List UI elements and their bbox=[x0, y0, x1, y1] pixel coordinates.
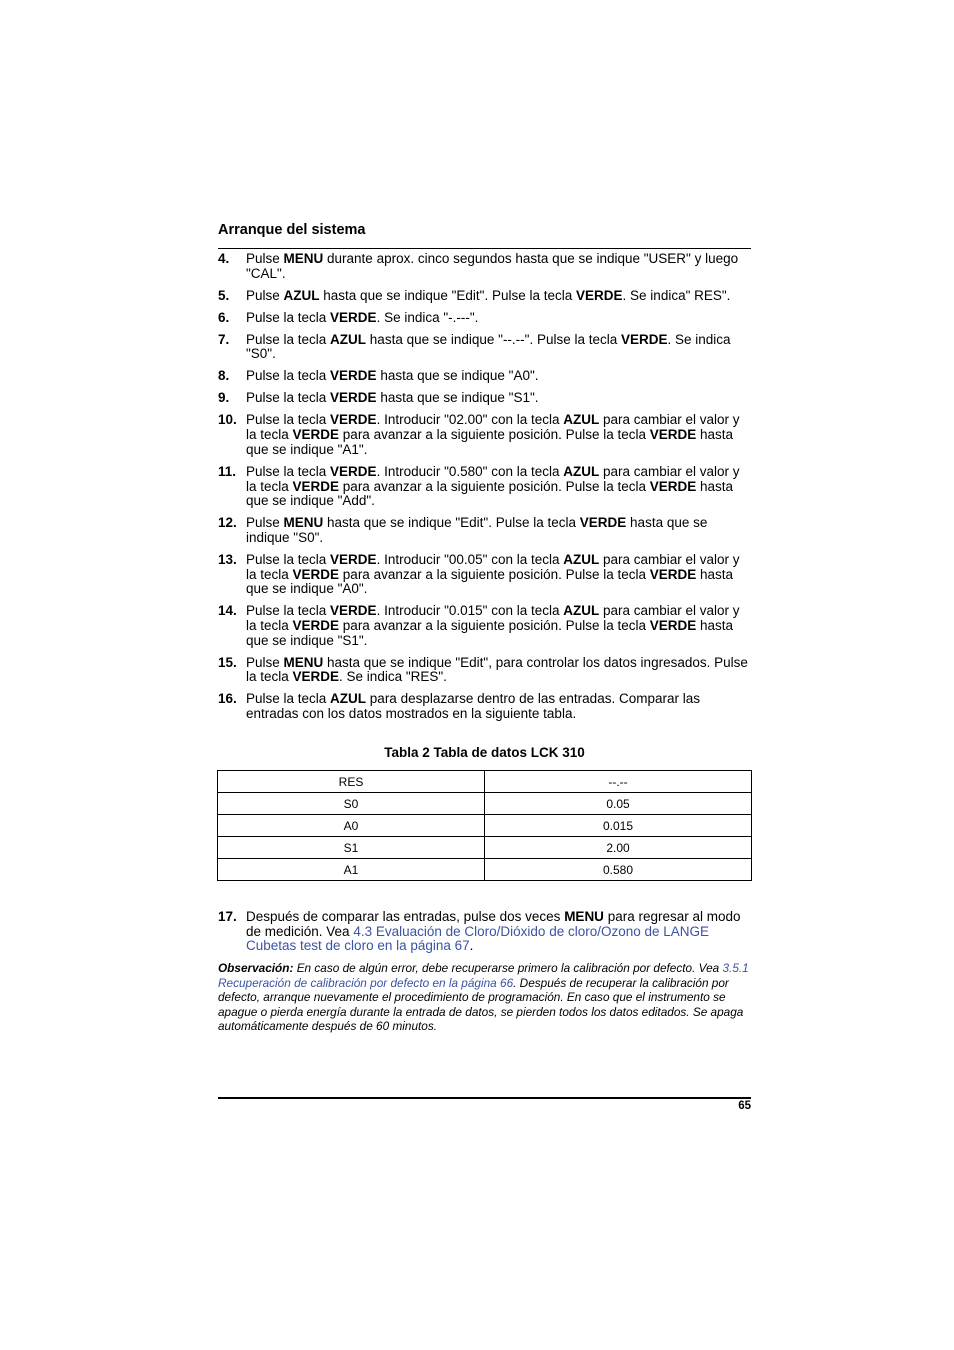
key-name: VERDE bbox=[621, 331, 668, 347]
step-text: hasta que se indique "A0". bbox=[376, 368, 539, 384]
step-text: . Se indica "-.---". bbox=[376, 309, 479, 325]
page-number: 65 bbox=[738, 1100, 751, 1112]
step-item bbox=[218, 289, 751, 304]
note-label: Observación: bbox=[218, 961, 294, 975]
key-name: VERDE bbox=[330, 412, 377, 428]
section-title: Arranque del sistema bbox=[218, 222, 366, 238]
table-cell-value: 2.00 bbox=[485, 837, 752, 859]
step-text: hasta que se indique "A0". bbox=[246, 566, 734, 597]
step-number: 4. bbox=[218, 251, 230, 266]
key-name: MENU bbox=[283, 251, 324, 266]
key-name: MENU bbox=[283, 654, 324, 670]
step-item bbox=[218, 910, 751, 954]
step-text: Pulse la tecla bbox=[246, 691, 331, 707]
header-rule bbox=[218, 248, 751, 249]
key-name: VERDE bbox=[579, 515, 627, 531]
step-number: 9. bbox=[218, 390, 230, 406]
step-number: 14. bbox=[218, 603, 237, 619]
key-name: AZUL bbox=[563, 603, 600, 619]
step-text: hasta que se indique "Add". bbox=[246, 478, 734, 509]
step-text: Pulse bbox=[246, 654, 284, 670]
key-name: VERDE bbox=[649, 618, 697, 634]
footer-rule bbox=[218, 1097, 751, 1099]
key-name: AZUL bbox=[330, 691, 367, 707]
step-text: hasta que se indique "S1". bbox=[246, 618, 734, 648]
step-number: 7. bbox=[218, 331, 230, 347]
key-name: VERDE bbox=[330, 368, 377, 384]
step-text: . Introducir "02.00" con la tecla bbox=[376, 412, 564, 428]
key-name: VERDE bbox=[649, 478, 697, 494]
step-number: 17. bbox=[218, 909, 237, 924]
step-item bbox=[218, 333, 751, 362]
step-text: En caso de algún error, debe recuperarse primero la calibración por defecto. Vea bbox=[296, 961, 723, 975]
step-text: hasta que se indique "Edit", para controlar los datos ingresados. Pulse la tecla bbox=[246, 654, 748, 685]
key-name: VERDE bbox=[576, 287, 623, 303]
key-name: MENU bbox=[283, 515, 324, 531]
step-text: hasta que se indique "A1". bbox=[246, 427, 734, 457]
step-text: para regresar al modo de medición. Vea bbox=[246, 909, 741, 939]
step-text: Pulse la tecla bbox=[246, 551, 331, 567]
step-text: Pulse la tecla bbox=[246, 309, 331, 325]
step-number: 8. bbox=[218, 368, 230, 384]
table-cell-parameter: S1 bbox=[218, 837, 485, 859]
step-text: . Se indica" RES". bbox=[622, 287, 731, 303]
key-name: AZUL bbox=[283, 287, 320, 303]
key-name: VERDE bbox=[292, 427, 340, 443]
step-text: para cambiar el valor y la tecla bbox=[246, 603, 740, 634]
table-row bbox=[218, 837, 752, 859]
key-name: AZUL bbox=[563, 551, 600, 567]
step-item bbox=[218, 656, 751, 685]
step-number: 16. bbox=[218, 691, 237, 707]
key-name: VERDE bbox=[330, 603, 377, 619]
key-name: VERDE bbox=[330, 390, 377, 406]
step-text: Pulse la tecla bbox=[246, 331, 331, 347]
step-text: hasta que se indique "--.--". Pulse la tecla bbox=[366, 331, 622, 347]
step-text: para avanzar a la siguiente posición. Pulse la tecla bbox=[339, 427, 650, 443]
step-item bbox=[218, 369, 751, 384]
step-text: hasta que se indique "S0". bbox=[246, 515, 708, 545]
step-number: 6. bbox=[218, 309, 230, 325]
step-text: . Se indica "RES". bbox=[339, 669, 447, 685]
step-text: para avanzar a la siguiente posición. Pulse la tecla bbox=[339, 566, 650, 582]
step-item bbox=[218, 516, 751, 545]
step-item bbox=[218, 413, 751, 457]
cross-reference-link[interactable]: 3.5.1 Recuperación de calibración por defecto en la página 66 bbox=[218, 961, 749, 990]
table-cell-value: 0.015 bbox=[485, 815, 752, 837]
table-cell-parameter: S0 bbox=[218, 793, 485, 815]
cross-reference-link[interactable]: 4.3 Evaluación de Cloro/Dióxido de cloro/Ozono de LANGE Cubetas test de cloro en la página 67 bbox=[246, 923, 710, 954]
key-name: VERDE bbox=[649, 427, 697, 443]
table-cell-value: 0.05 bbox=[485, 793, 752, 815]
key-name: VERDE bbox=[292, 618, 340, 634]
step-text: hasta que se indique "Edit". Pulse la tecla bbox=[323, 515, 580, 531]
step-text: para avanzar a la siguiente posición. Pulse la tecla bbox=[339, 478, 650, 494]
step-text: Pulse la tecla bbox=[246, 412, 331, 428]
table-cell-value: --.-- bbox=[485, 771, 752, 793]
step-text: para avanzar a la siguiente posición. Pulse la tecla bbox=[339, 618, 650, 634]
step-item bbox=[218, 553, 751, 597]
step-text: . bbox=[469, 938, 474, 954]
step-number: 13. bbox=[218, 551, 237, 567]
step-text: para cambiar el valor y la tecla bbox=[246, 463, 740, 494]
step-item bbox=[218, 465, 751, 509]
step-list-continued bbox=[218, 910, 751, 954]
table-cell-parameter: A0 bbox=[218, 815, 485, 837]
table-row bbox=[218, 771, 752, 793]
key-name: VERDE bbox=[330, 309, 377, 325]
step-item bbox=[218, 604, 751, 648]
step-text: Pulse bbox=[246, 515, 284, 531]
key-name: AZUL bbox=[563, 463, 600, 479]
key-name: VERDE bbox=[330, 463, 377, 479]
key-name: VERDE bbox=[292, 478, 340, 494]
table-cell-parameter: RES bbox=[218, 771, 485, 793]
step-item bbox=[218, 692, 751, 721]
step-text: para cambiar el valor y la tecla bbox=[246, 412, 740, 443]
step-list bbox=[218, 252, 751, 729]
step-text: Pulse la tecla bbox=[246, 463, 331, 479]
step-text: Pulse la tecla bbox=[246, 368, 331, 384]
step-text: Pulse bbox=[246, 251, 284, 266]
step-text: Pulse la tecla bbox=[246, 390, 331, 406]
step-text: . Después de recuperar la calibración por defecto, arranque nuevamente el procedimiento de programación. En caso que el instrumento se apague o pierda energía durante la entrada de datos, se pierden todos los datos editados. Se apaga automáticamente después de 60 minutos. bbox=[218, 975, 744, 1033]
step-number: 5. bbox=[218, 287, 230, 303]
table-row bbox=[218, 859, 752, 881]
step-number: 11. bbox=[218, 463, 237, 479]
step-item bbox=[218, 311, 751, 326]
note bbox=[218, 961, 751, 1034]
step-text: para cambiar el valor y la tecla bbox=[246, 551, 740, 582]
table-row bbox=[218, 793, 752, 815]
step-text: . Se indica "S0". bbox=[246, 331, 731, 362]
step-item bbox=[218, 391, 751, 406]
step-text: Después de comparar las entradas, pulse dos veces bbox=[246, 909, 565, 924]
step-number: 10. bbox=[218, 412, 237, 428]
step-text: . Introducir "0.015" con la tecla bbox=[376, 603, 564, 619]
step-text: . Introducir "00.05" con la tecla bbox=[376, 551, 564, 567]
key-name: MENU bbox=[564, 909, 604, 924]
step-number: 12. bbox=[218, 515, 237, 531]
step-text: Pulse bbox=[246, 287, 284, 303]
key-name: VERDE bbox=[330, 551, 377, 567]
key-name: VERDE bbox=[649, 566, 697, 582]
step-text: hasta que se indique "Edit". Pulse la tecla bbox=[319, 287, 577, 303]
table-cell-value: 0.580 bbox=[485, 859, 752, 881]
key-name: AZUL bbox=[330, 331, 367, 347]
table-caption: Tabla 2 Tabla de datos LCK 310 bbox=[384, 745, 585, 760]
step-number: 15. bbox=[218, 654, 237, 670]
step-text: durante aprox. cinco segundos hasta que se indique "USER" y luego "CAL". bbox=[246, 251, 739, 281]
step-text: para desplazarse dentro de las entradas. Comparar las entradas con los datos mostrados en la siguiente tabla. bbox=[246, 691, 700, 722]
table-row bbox=[218, 815, 752, 837]
key-name: VERDE bbox=[292, 566, 340, 582]
table-cell-parameter: A1 bbox=[218, 859, 485, 881]
data-table bbox=[217, 770, 752, 881]
step-text: hasta que se indique "S1". bbox=[376, 390, 539, 406]
key-name: AZUL bbox=[563, 412, 600, 428]
step-item bbox=[218, 252, 751, 281]
key-name: VERDE bbox=[292, 669, 340, 685]
step-text: Pulse la tecla bbox=[246, 603, 331, 619]
step-text: . Introducir "0.580" con la tecla bbox=[376, 463, 564, 479]
